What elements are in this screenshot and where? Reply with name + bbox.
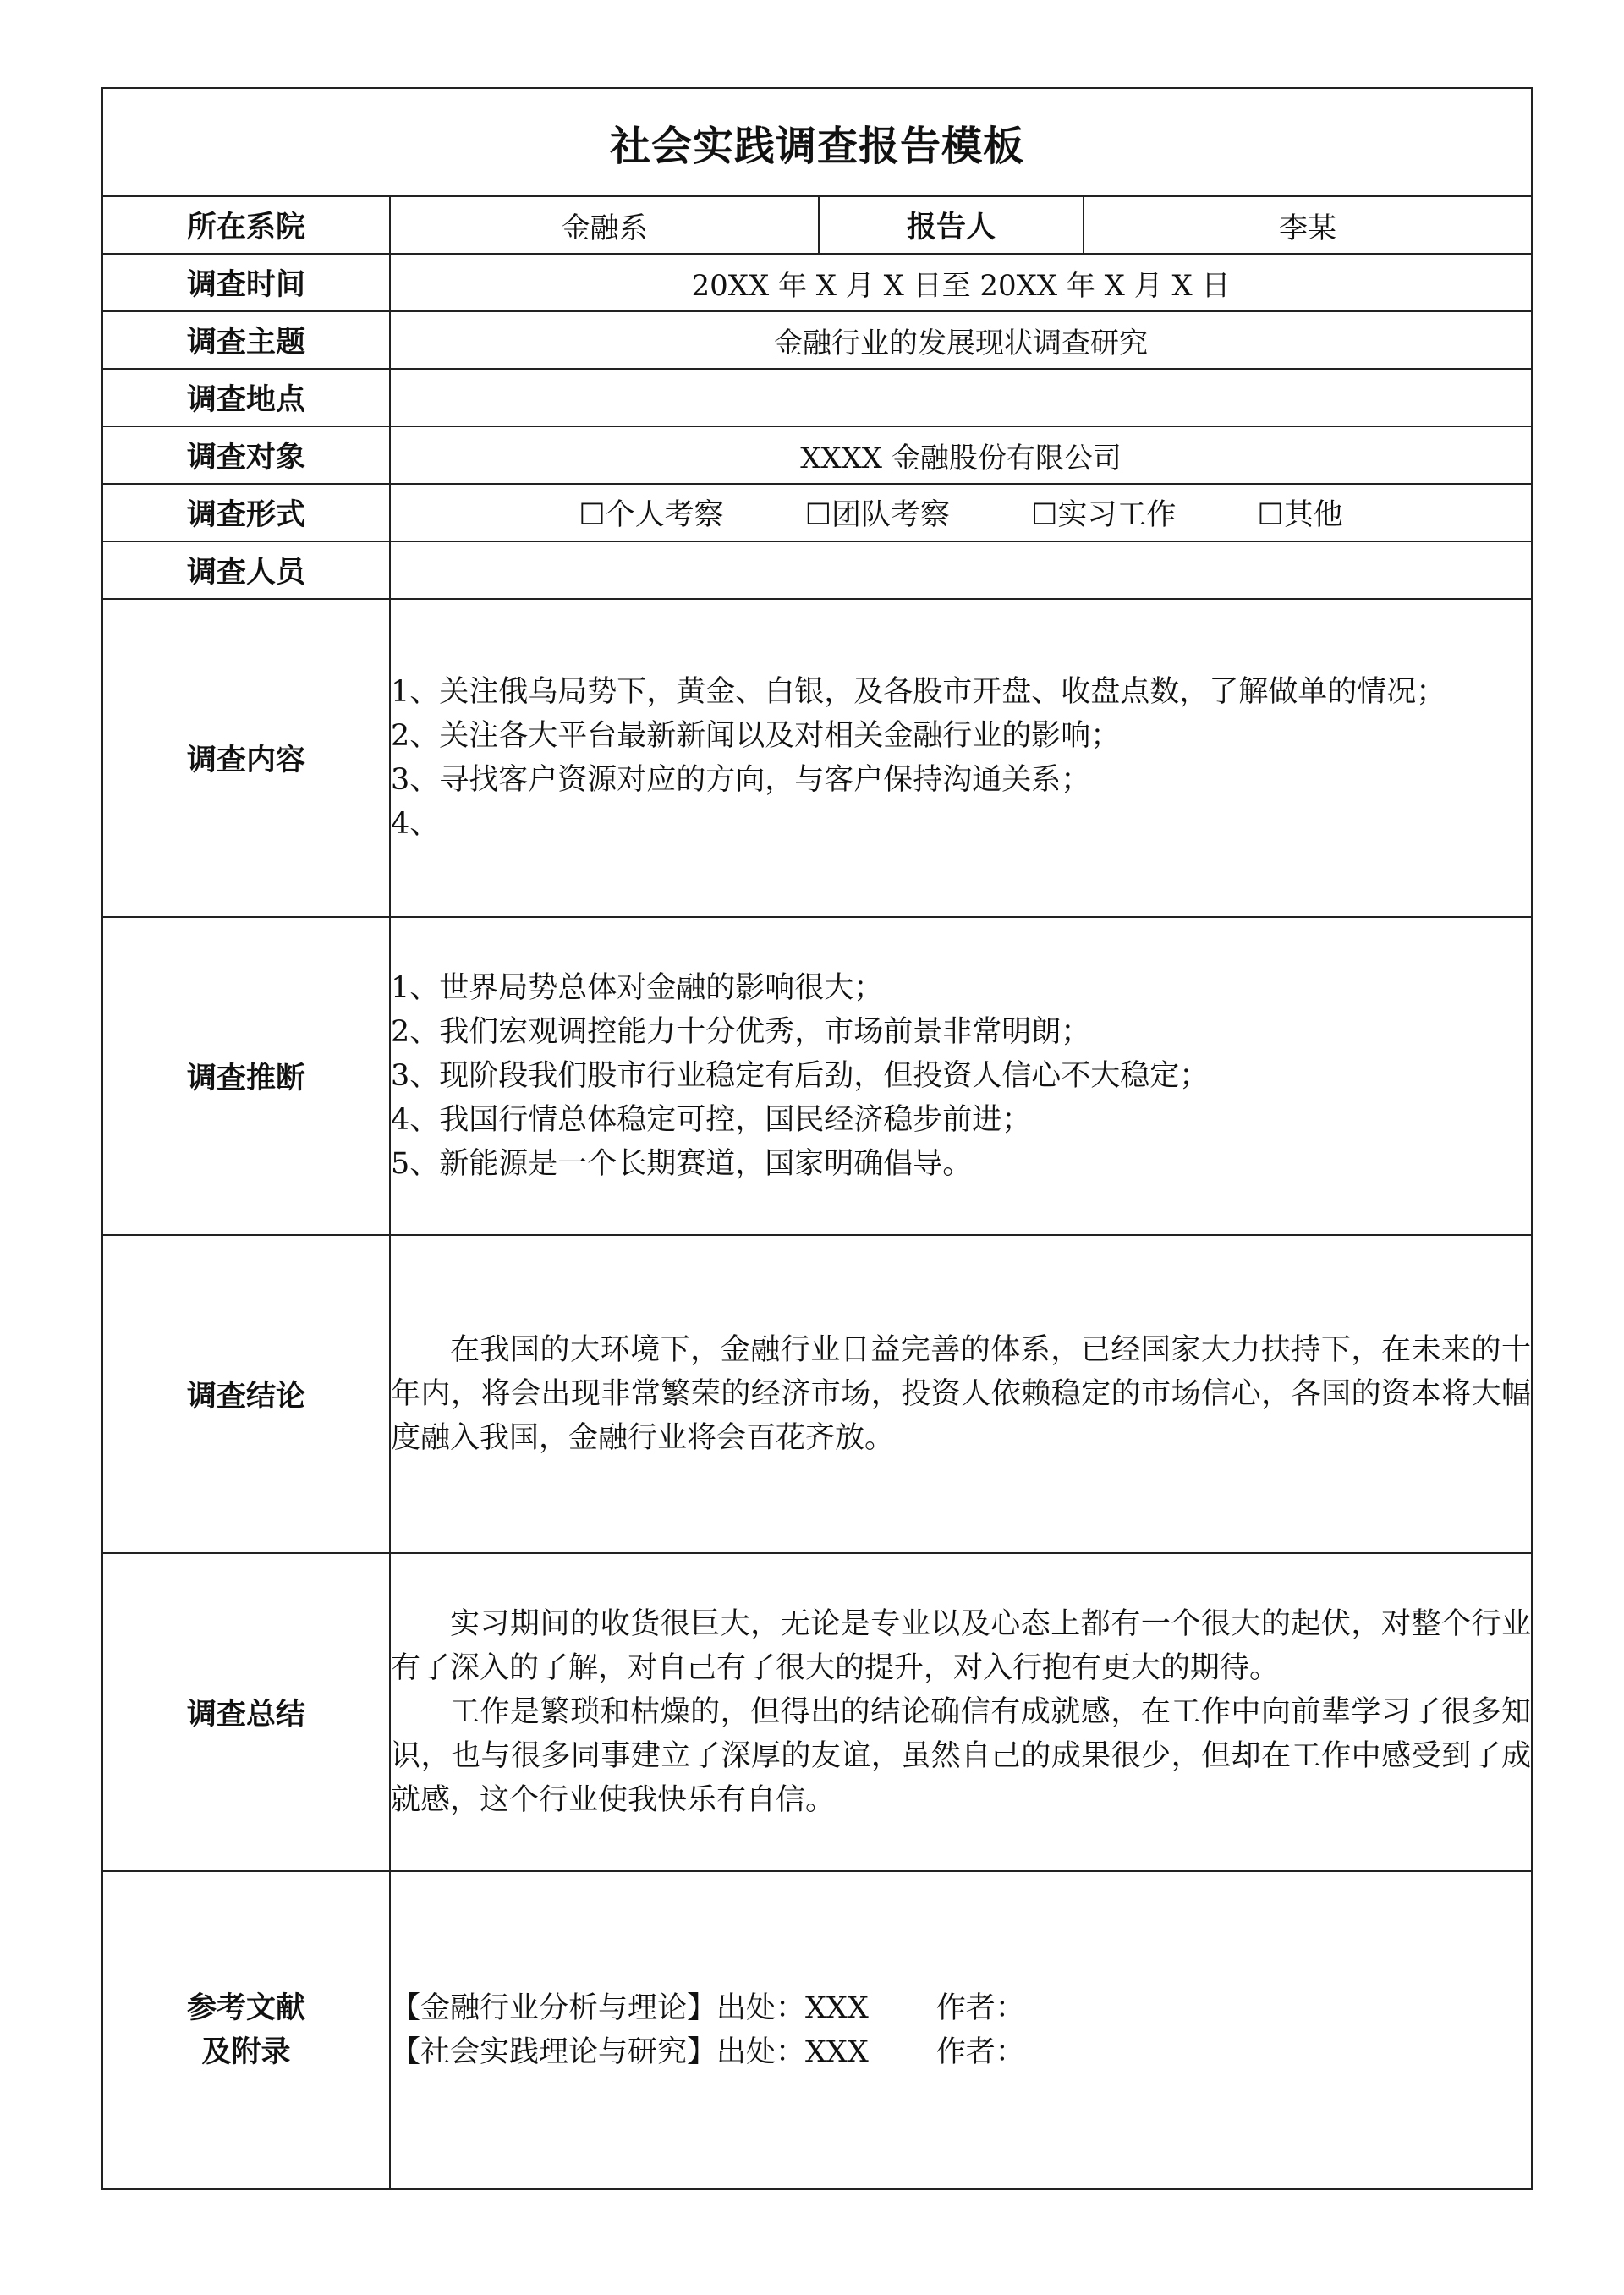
reference-author: 作者： — [935, 2035, 1025, 2069]
references-label-line2: 及附录 — [201, 2035, 291, 2069]
survey-time-label: 调查时间 — [102, 254, 390, 311]
list-item: 4、 — [391, 807, 440, 841]
report-title: 社会实践调查报告模板 — [102, 88, 1532, 196]
list-item: 2、关注各大平台最新新闻以及对相关金融行业的影响； — [391, 719, 1121, 753]
header-row — [102, 196, 1532, 254]
option-other[interactable]: ☐其他 — [1257, 498, 1343, 532]
survey-location-label: 调查地点 — [102, 369, 390, 426]
survey-target-label: 调查对象 — [102, 426, 390, 484]
report-table — [102, 87, 1533, 2190]
survey-time-value: 20XX 年 X 月 X 日至 20XX 年 X 月 X 日 — [390, 254, 1532, 311]
survey-summary-body — [390, 1553, 1532, 1871]
paragraph: 工作是繁琐和枯燥的，但得出的结论确信有成就感，在工作中向前辈学习了很多知识，也与很多同事建立了深厚的友谊，虽然自己的成果很少，但却在工作中感受到了成就感，这个行业使我快乐有自信。 — [391, 1695, 1532, 1817]
list-item: 3、寻找客户资源对应的方向，与客户保持沟通关系； — [391, 763, 1091, 797]
survey-summary-label: 调查总结 — [102, 1553, 390, 1871]
survey-content-body — [390, 599, 1532, 917]
survey-conclusion-body — [390, 1235, 1532, 1553]
survey-staff-row — [102, 541, 1532, 599]
list-item: 1、关注俄乌局势下，黄金、白银，及各股市开盘、收盘点数，了解做单的情况； — [391, 675, 1446, 709]
reporter-value: 李某 — [1084, 196, 1532, 254]
list-item: 2、我们宏观调控能力十分优秀，市场前景非常明朗； — [391, 1015, 1091, 1049]
survey-time-row — [102, 254, 1532, 311]
paragraph: 在我国的大环境下，金融行业日益完善的体系，已经国家大力扶持下，在未来的十年内，将会出现非常繁荣的经济市场，投资人依赖稳定的市场信心，各国的资本将大幅度融入我国，金融行业将会百花齐放。 — [391, 1333, 1532, 1455]
survey-inference-body — [390, 917, 1532, 1235]
survey-inference-row — [102, 917, 1532, 1235]
list-item: 1、世界局势总体对金融的影响很大； — [391, 971, 884, 1005]
dept-value: 金融系 — [390, 196, 819, 254]
survey-staff-label: 调查人员 — [102, 541, 390, 599]
survey-target-value: XXXX 金融股份有限公司 — [390, 426, 1532, 484]
option-internship[interactable]: ☐实习工作 — [1031, 498, 1177, 532]
survey-topic-row — [102, 311, 1532, 369]
survey-inference-label: 调查推断 — [102, 917, 390, 1235]
references-row — [102, 1871, 1532, 2189]
reference-source: 出处：XXX — [716, 1991, 869, 2025]
survey-target-row — [102, 426, 1532, 484]
survey-location-value — [390, 369, 1532, 426]
survey-form-label: 调查形式 — [102, 484, 390, 541]
reference-title: 【金融行业分析与理论】 — [391, 1991, 717, 2025]
survey-content-label: 调查内容 — [102, 599, 390, 917]
survey-location-row — [102, 369, 1532, 426]
survey-topic-label: 调查主题 — [102, 311, 390, 369]
references-label — [102, 1871, 390, 2189]
survey-summary-row — [102, 1553, 1532, 1871]
option-individual[interactable]: ☐个人考察 — [579, 498, 724, 532]
references-body — [390, 1871, 1532, 2189]
list-item: 3、现阶段我们股市行业稳定有后劲，但投资人信心不大稳定； — [391, 1059, 1210, 1093]
list-item: 5、新能源是一个长期赛道，国家明确倡导。 — [391, 1147, 973, 1181]
reference-item — [391, 2030, 1531, 2074]
survey-content-row — [102, 599, 1532, 917]
reporter-label: 报告人 — [819, 196, 1084, 254]
references-label-line1: 参考文献 — [186, 1991, 305, 2025]
list-item: 4、我国行情总体稳定可控，国民经济稳步前进； — [391, 1103, 1032, 1137]
survey-topic-value: 金融行业的发展现状调查研究 — [390, 311, 1532, 369]
paragraph: 实习期间的收货很巨大，无论是专业以及心态上都有一个很大的起伏，对整个行业有了深入的了解，对自己有了很大的提升，对入行抱有更大的期待。 — [391, 1607, 1532, 1685]
survey-conclusion-label: 调查结论 — [102, 1235, 390, 1553]
reference-item — [391, 1986, 1531, 2030]
option-team[interactable]: ☐团队考察 — [804, 498, 950, 532]
survey-staff-value — [390, 541, 1532, 599]
reference-author: 作者： — [935, 1991, 1025, 2025]
reference-title: 【社会实践理论与研究】 — [391, 2035, 717, 2069]
survey-conclusion-row — [102, 1235, 1532, 1553]
reference-source: 出处：XXX — [716, 2035, 869, 2069]
dept-label: 所在系院 — [102, 196, 390, 254]
survey-form-row — [102, 484, 1532, 541]
survey-form-options — [390, 484, 1532, 541]
